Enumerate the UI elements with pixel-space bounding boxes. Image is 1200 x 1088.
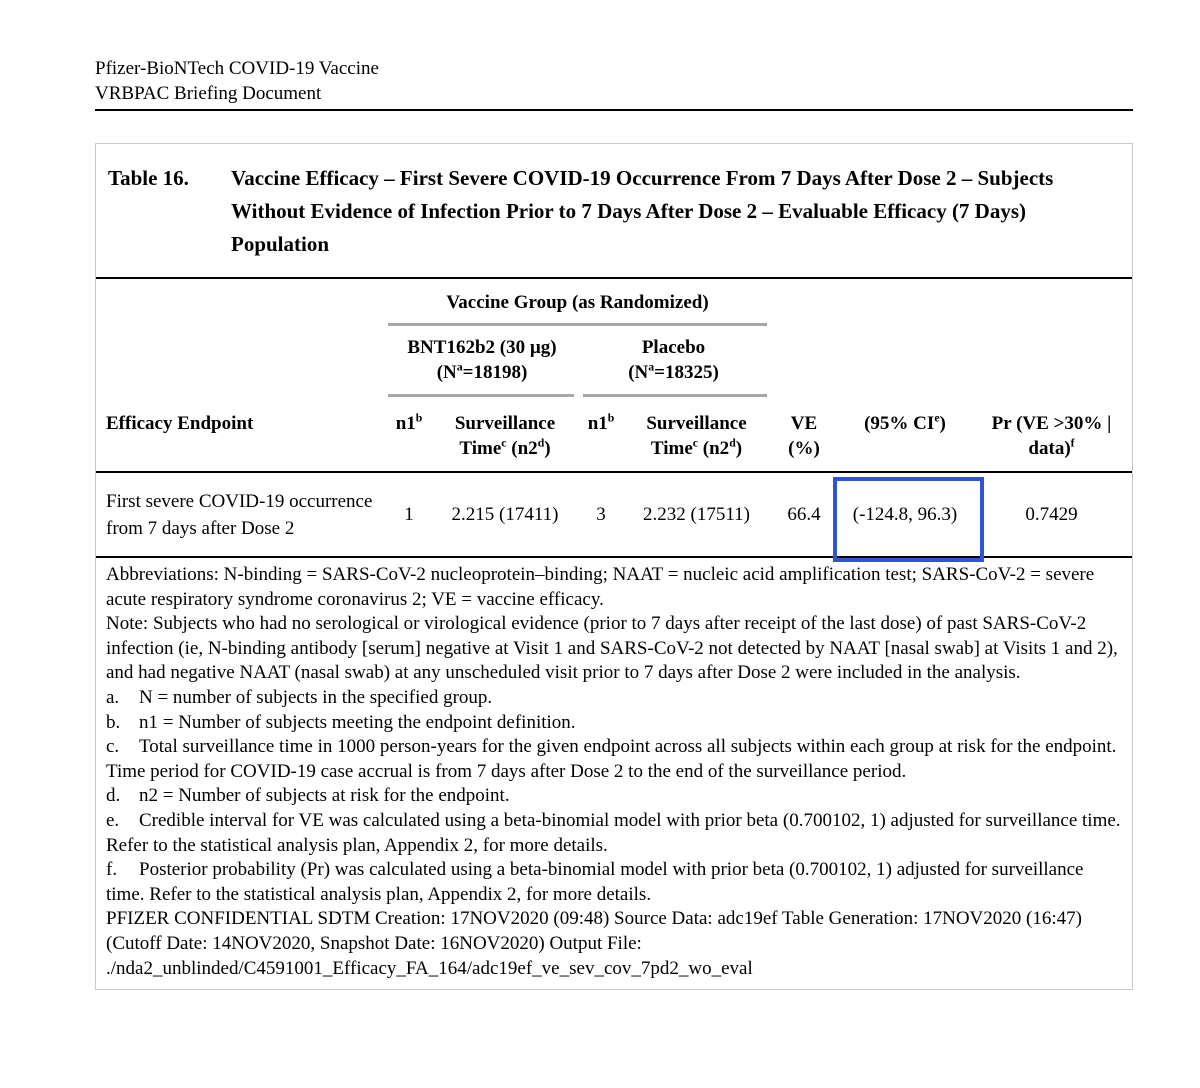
table-title-section <box>96 144 1132 279</box>
group-header-placebo <box>578 326 769 397</box>
column-header-surveillance-vaccine: Surveillance Time$^c$ (n2$^d$) <box>454 413 556 459</box>
vaccine-group-span-header <box>386 279 769 326</box>
table-data-row <box>96 473 1132 558</box>
column-header-ve: VE (%) <box>788 413 820 459</box>
footnote-e-label: e. <box>106 809 120 831</box>
group-name-bnt162b2: BNT162b2 (30 µg) <box>407 337 557 358</box>
cell-n1-vaccine: 1 <box>404 503 414 525</box>
table-16 <box>95 143 1133 990</box>
footnote-marker-b: b <box>415 411 423 425</box>
footnote-marker-e: e <box>934 411 940 425</box>
footnote-f-label: f. <box>106 859 118 881</box>
footnote-marker-c: c <box>501 436 507 450</box>
footnote-d-label: d. <box>106 785 121 807</box>
table-number: Table 16. <box>108 166 189 190</box>
footnote-marker-c: c <box>692 436 699 450</box>
footnote-confidential: PFIZER CONFIDENTIAL SDTM Creation: 17NOV2020 (09:48) Source Data: adc19ef Table Generation: 17NOV2020 (16:47) <box>106 908 1082 930</box>
footnote-d: d. n2 = Number of subjects at risk for the endpoint. <box>106 784 1122 809</box>
footnote-c: c. Total surveillance time in 1000 person-years for the given endpoint across all subjects within each group at risk for the endpoint. Time period for COVID-19 case accrual is from 7 days after Dose 2 to the end of the surveillance period. <box>106 736 1117 782</box>
footnote-abbreviations: Abbreviations: N-binding = SARS-CoV-2 nucleoprotein–binding; NAAT = nucleic acid amplification test; SARS-CoV-2 = severe acute respiratory syndrome coronavirus 2; VE = vaccine efficacy. <box>106 564 1095 610</box>
footnote-marker-d: d <box>729 436 736 450</box>
cell-surveillance-placebo: 2.232 (17511) <box>643 503 750 525</box>
cell-ve: 66.4 <box>787 503 821 525</box>
footnote-b: b. n1 = Number of subjects meeting the endpoint definition. <box>106 711 1122 736</box>
table-title: Vaccine Efficacy – First Severe COVID-19 Occurrence From 7 Days After Dose 2 – Subjects Without Evidence of Infection Prior to 7 Days After Dose 2 – Evaluable Efficacy (7 Days) Population <box>231 166 1054 256</box>
footnote-c-label: c. <box>106 736 120 758</box>
footnote-a: a. N = number of subjects in the specified group. <box>106 686 1122 711</box>
column-header-surveillance-placebo: Surveillance Time$^c$ (n2$^d$) <box>646 413 747 459</box>
table-header <box>96 279 1132 473</box>
document-title-line2: VRBPAC Briefing Document <box>95 83 322 104</box>
column-header-ci: (95% CIe) <box>864 411 946 434</box>
column-header-pr: Pr (VE >30% | data)$^f$ <box>991 413 1112 459</box>
table-footnotes <box>96 558 1132 989</box>
group-name-placebo: Placebo <box>641 337 706 358</box>
cell-pr: 0.7429 <box>1025 503 1078 525</box>
footnote-marker-a: a <box>456 360 463 374</box>
footnote-note: Note: Subjects who had no serological or virological evidence (prior to 7 days after receipt of the last dose) of past SARS-CoV-2 infection (ie, N-binding antibody [serum] negative at Visit 1 and SARS-CoV-2 not detected by NAAT [nasal swab] at Visits 1 and 2), and had negative NAAT (nasal swab) at any unscheduled visit prior to 7 days after Dose 2 were included in the analysis. <box>106 613 1118 684</box>
document-page <box>95 56 1133 990</box>
column-header-n1-vaccine: n1$^b$ <box>395 411 423 434</box>
cell-ci: (-124.8, 96.3) <box>852 503 958 525</box>
vaccine-group-span-label: Vaccine Group (as Randomized) <box>446 292 709 313</box>
cell-surveillance-vaccine: 2.215 (17411) <box>451 503 559 525</box>
footnote-f: f. Posterior probability (Pr) was calculated using a beta-binomial model with prior beta (0.700102, 1) adjusted for surveillance time. Refer to the statistical analysis plan, Appendix 2, for more details. <box>106 859 1084 905</box>
footnote-marker-a: a <box>648 360 655 374</box>
group-n-placebo: $(N^a=18325)$ <box>628 360 719 383</box>
group-header-bnt162b2 <box>386 326 578 397</box>
footnote-e: e. Credible interval for VE was calculated using a beta-binomial model with prior beta (0.700102, 1) adjusted for surveillance time. Refer to the statistical analysis plan, Appendix 2, for more details. <box>106 809 1121 856</box>
footnote-marker-f: f <box>1070 436 1075 450</box>
footnote-output-file: (Cutoff Date: 14NOV2020, Snapshot Date: 16NOV2020) Output File: ./nda2_unblinded/C4591001_Efficacy_FA_164/adc19ef_ve_sev_cov_7pd2_wo_eval <box>106 932 753 979</box>
group-n-bnt162b2: $(N^a=18198)$ <box>436 360 528 383</box>
footnote-marker-b: b <box>607 411 615 425</box>
footnote-a-label: a. <box>106 686 120 708</box>
footnote-b-label: b. <box>106 711 121 733</box>
document-title-line1: Pfizer-BioNTech COVID-19 Vaccine <box>95 58 379 79</box>
cell-n1-placebo: 3 <box>596 503 606 525</box>
footnote-marker-d: d <box>537 436 545 450</box>
column-header-efficacy-endpoint: Efficacy Endpoint <box>106 413 254 434</box>
document-header <box>95 56 1133 111</box>
cell-endpoint: First severe COVID-19 occurrence from 7 days after Dose 2 <box>106 490 373 539</box>
column-header-n1-placebo: n1$^b$ <box>587 411 615 434</box>
